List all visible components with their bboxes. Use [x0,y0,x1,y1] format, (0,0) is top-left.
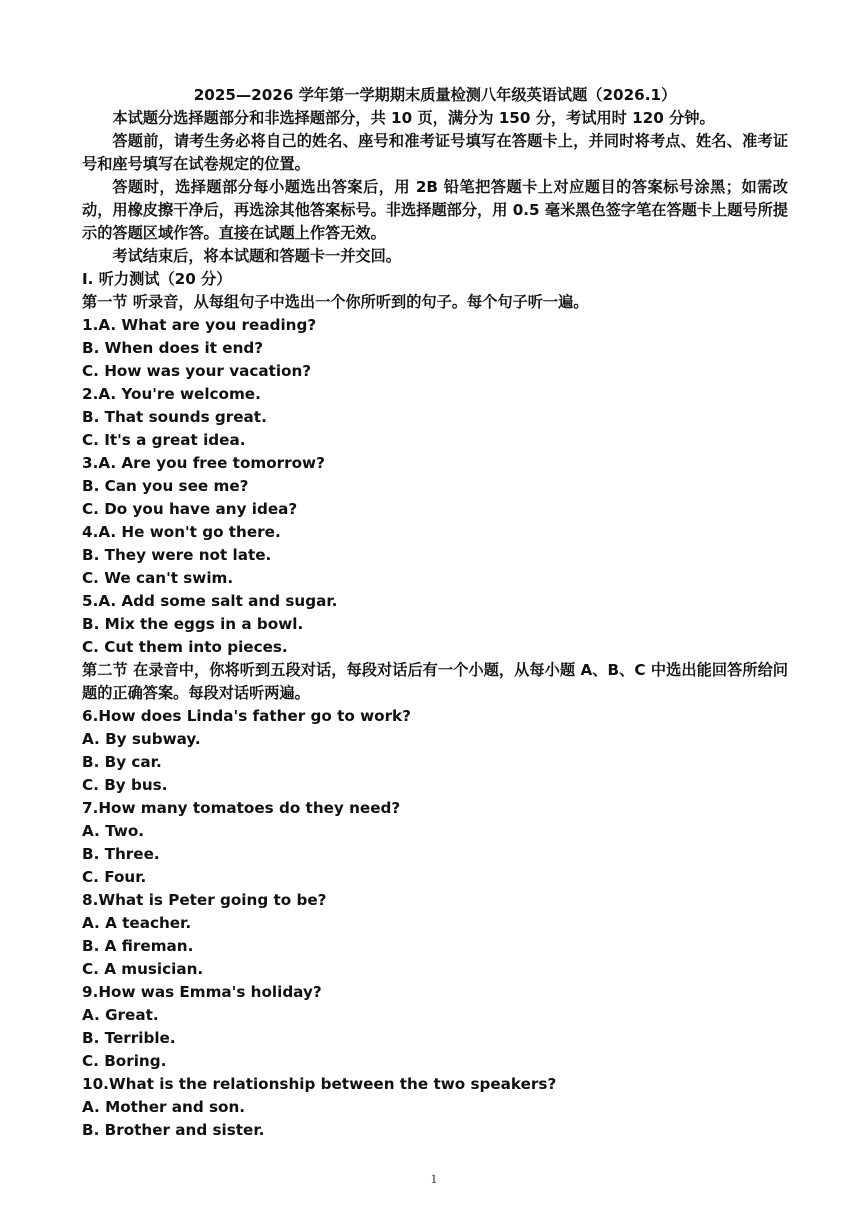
question-line: 3.A. Are you free tomorrow? [82,454,325,472]
question-line: 8.What is Peter going to be? [82,891,327,909]
option-line: B. A fireman. [82,937,194,955]
question-line: 5.A. Add some salt and sugar. [82,592,338,610]
option-line: B. Brother and sister. [82,1121,265,1139]
question-line: 9.How was Emma's holiday? [82,983,322,1001]
option-line: B. When does it end? [82,339,264,357]
instruction-paragraph: 答题前，请考生务必将自己的姓名、座号和准考证号填写在答题卡上，并同时将考点、姓名、准考证号和座号填写在试卷规定的位置。 [82,132,788,173]
option-line: A. Two. [82,822,145,840]
option-line: B. Can you see me? [82,477,249,495]
option-line: B. They were not late. [82,546,272,564]
question-line: 6.How does Linda's father go to work? [82,707,411,725]
option-line: A. A teacher. [82,914,192,932]
instruction-paragraph: 考试结束后，将本试题和答题卡一并交回。 [112,247,401,265]
option-line: B. Mix the eggs in a bowl. [82,615,304,633]
exam-content [82,84,788,1142]
part1-heading: 第一节 听录音，从每组句子中选出一个你所听到的句子。每个句子听一遍。 [82,293,589,311]
option-line: C. By bus. [82,776,168,794]
section-heading: I. 听力测试（20 分） [82,270,232,288]
option-line: B. Three. [82,845,160,863]
option-line: B. Terrible. [82,1029,176,1047]
question-line: 4.A. He won't go there. [82,523,281,541]
option-line: C. Four. [82,868,147,886]
question-line: 1.A. What are you reading? [82,316,317,334]
option-line: A. Great. [82,1006,159,1024]
option-line: A. Mother and son. [82,1098,246,1116]
option-line: C. We can't swim. [82,569,234,587]
option-line: C. Do you have any idea? [82,500,298,518]
option-line: C. Cut them into pieces. [82,638,288,656]
option-line: B. By car. [82,753,162,771]
option-line: C. Boring. [82,1052,167,1070]
option-line: B. That sounds great. [82,408,267,426]
option-line: C. It's a great idea. [82,431,246,449]
page-number: 1 [430,1173,438,1186]
question-line: 10.What is the relationship between the two speakers? [82,1075,557,1093]
exam-title: 2025—2026 学年第一学期期末质量检测八年级英语试题（2026.1） [193,86,677,104]
option-line: C. How was your vacation? [82,362,312,380]
question-line: 2.A. You're welcome. [82,385,261,403]
option-line: C. A musician. [82,960,204,978]
question-line: 7.How many tomatoes do they need? [82,799,401,817]
part2-heading: 第二节 在录音中，你将听到五段对话，每段对话后有一个小题，从每小题 A、B、C 中选出能回答所给问题的正确答案。每段对话听两遍。 [82,661,788,702]
instruction-paragraph: 本试题分选择题部分和非选择题部分，共 10 页，满分为 150 分，考试用时 120 分钟。 [112,109,715,127]
instruction-paragraph: 答题时，选择题部分每小题选出答案后，用 2B 铅笔把答题卡上对应题目的答案标号涂黑；如需改动，用橡皮擦干净后，再选涂其他答案标号。非选择题部分，用 0.5 毫米黑色签字笔在答题卡上题号所提示的答题区域作答。直接在试题上作答无效。 [82,178,788,242]
option-line: A. By subway. [82,730,201,748]
